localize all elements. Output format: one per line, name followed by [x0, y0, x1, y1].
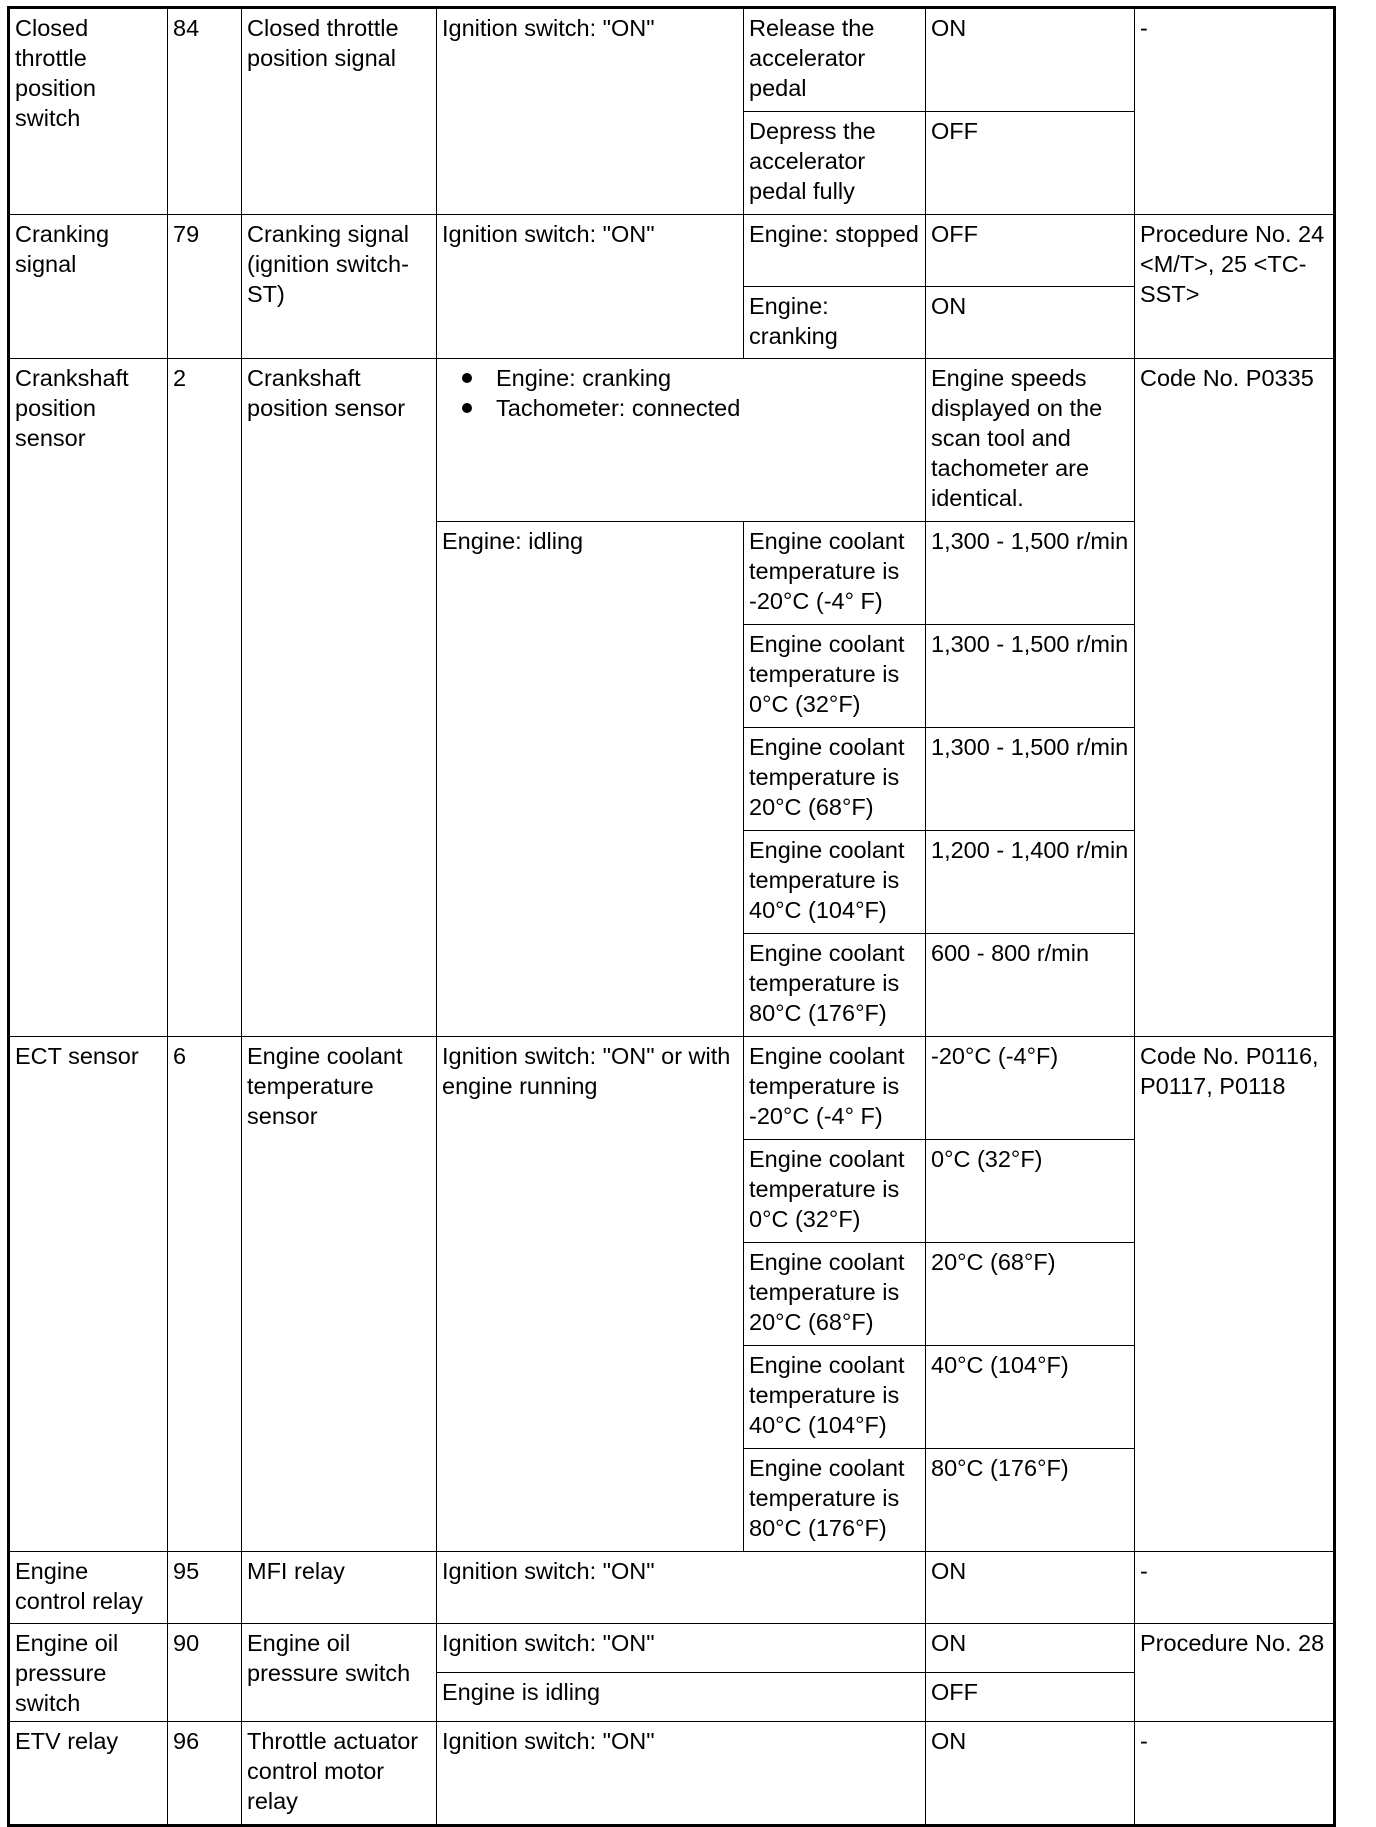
- state-cell: Release the accelerator pedal: [744, 8, 926, 112]
- table-row: [9, 215, 1335, 287]
- normal-cell: 600 - 800 r/min: [926, 934, 1135, 1037]
- state-cell: Engine: cranking: [744, 287, 926, 359]
- normal-cell: -20°C (-4°F): [926, 1037, 1135, 1140]
- normal-cell: 40°C (104°F): [926, 1346, 1135, 1449]
- condition-cell: Ignition switch: "ON": [437, 215, 744, 359]
- table-row: [9, 1722, 1335, 1826]
- normal-cell: ON: [926, 8, 1135, 112]
- check-item-cell: Cranking signal (ignition switch-ST): [242, 215, 437, 359]
- item-cell: ECT sensor: [9, 1037, 168, 1552]
- normal-cell: ON: [926, 1552, 1135, 1624]
- normal-cell: OFF: [926, 1673, 1135, 1722]
- reference-cell: Procedure No. 28: [1135, 1624, 1335, 1722]
- item-no-cell: 6: [168, 1037, 242, 1552]
- normal-cell: 20°C (68°F): [926, 1243, 1135, 1346]
- item-cell: Closed throttle position switch: [9, 8, 168, 215]
- normal-cell: ON: [926, 1722, 1135, 1826]
- normal-cell: OFF: [926, 215, 1135, 287]
- table-row: [9, 1037, 1335, 1140]
- condition-bullet: Tachometer: connected: [462, 393, 920, 423]
- table-row: [9, 8, 1335, 112]
- check-item-cell: Crankshaft position sensor: [242, 359, 437, 1037]
- table-row: [9, 1552, 1335, 1624]
- item-no-cell: 96: [168, 1722, 242, 1826]
- normal-cell: Engine speeds displayed on the scan tool and tachometer are identical.: [926, 359, 1135, 522]
- item-no-cell: 95: [168, 1552, 242, 1624]
- item-no-cell: 79: [168, 215, 242, 359]
- state-cell: Engine coolant temperature is 80°C (176°F): [744, 934, 926, 1037]
- state-cell: Engine coolant temperature is 40°C (104°F): [744, 831, 926, 934]
- check-item-cell: Closed throttle position signal: [242, 8, 437, 215]
- normal-cell: 0°C (32°F): [926, 1140, 1135, 1243]
- reference-cell: -: [1135, 1552, 1335, 1624]
- condition-cell: Engine is idling: [437, 1673, 926, 1722]
- reference-cell: Code No. P0335: [1135, 359, 1335, 1037]
- item-cell: Crankshaft position sensor: [9, 359, 168, 1037]
- state-cell: Engine coolant temperature is 80°C (176°F): [744, 1449, 926, 1552]
- normal-cell: 1,300 - 1,500 r/min: [926, 728, 1135, 831]
- state-cell: Engine: stopped: [744, 215, 926, 287]
- state-cell: Engine coolant temperature is -20°C (-4° F): [744, 522, 926, 625]
- item-cell: Engine oil pressure switch: [9, 1624, 168, 1722]
- state-cell: Engine coolant temperature is 20°C (68°F): [744, 728, 926, 831]
- normal-cell: 1,300 - 1,500 r/min: [926, 522, 1135, 625]
- item-cell: Engine control relay: [9, 1552, 168, 1624]
- condition-bullet: Engine: cranking: [462, 363, 920, 393]
- normal-cell: 80°C (176°F): [926, 1449, 1135, 1552]
- condition-cell: [437, 359, 926, 522]
- normal-cell: ON: [926, 287, 1135, 359]
- state-cell: Engine coolant temperature is -20°C (-4° F): [744, 1037, 926, 1140]
- item-no-cell: 84: [168, 8, 242, 215]
- item-cell: ETV relay: [9, 1722, 168, 1826]
- reference-cell: -: [1135, 1722, 1335, 1826]
- condition-cell: Ignition switch: "ON": [437, 8, 744, 215]
- condition-cell: Ignition switch: "ON": [437, 1552, 926, 1624]
- normal-cell: 1,200 - 1,400 r/min: [926, 831, 1135, 934]
- check-item-cell: Engine coolant temperature sensor: [242, 1037, 437, 1552]
- item-no-cell: 2: [168, 359, 242, 1037]
- inspection-table: [7, 6, 1336, 1827]
- state-cell: Depress the accelerator pedal fully: [744, 112, 926, 215]
- condition-cell: Ignition switch: "ON" or with engine running: [437, 1037, 744, 1552]
- reference-cell: Code No. P0116, P0117, P0118: [1135, 1037, 1335, 1552]
- item-cell: Cranking signal: [9, 215, 168, 359]
- normal-cell: ON: [926, 1624, 1135, 1673]
- normal-cell: OFF: [926, 112, 1135, 215]
- reference-cell: Procedure No. 24 <M/T>, 25 <TC-SST>: [1135, 215, 1335, 359]
- table-row: [9, 359, 1335, 522]
- state-cell: Engine coolant temperature is 20°C (68°F): [744, 1243, 926, 1346]
- condition-cell: Engine: idling: [437, 522, 744, 1037]
- table-row: [9, 1624, 1335, 1673]
- check-item-cell: MFI relay: [242, 1552, 437, 1624]
- condition-bullet-list: [442, 363, 920, 423]
- state-cell: Engine coolant temperature is 0°C (32°F): [744, 1140, 926, 1243]
- condition-cell: Ignition switch: "ON": [437, 1624, 926, 1673]
- state-cell: Engine coolant temperature is 0°C (32°F): [744, 625, 926, 728]
- check-item-cell: Engine oil pressure switch: [242, 1624, 437, 1722]
- reference-cell: -: [1135, 8, 1335, 215]
- normal-cell: 1,300 - 1,500 r/min: [926, 625, 1135, 728]
- condition-cell: Ignition switch: "ON": [437, 1722, 926, 1826]
- item-no-cell: 90: [168, 1624, 242, 1722]
- state-cell: Engine coolant temperature is 40°C (104°F): [744, 1346, 926, 1449]
- check-item-cell: Throttle actuator control motor relay: [242, 1722, 437, 1826]
